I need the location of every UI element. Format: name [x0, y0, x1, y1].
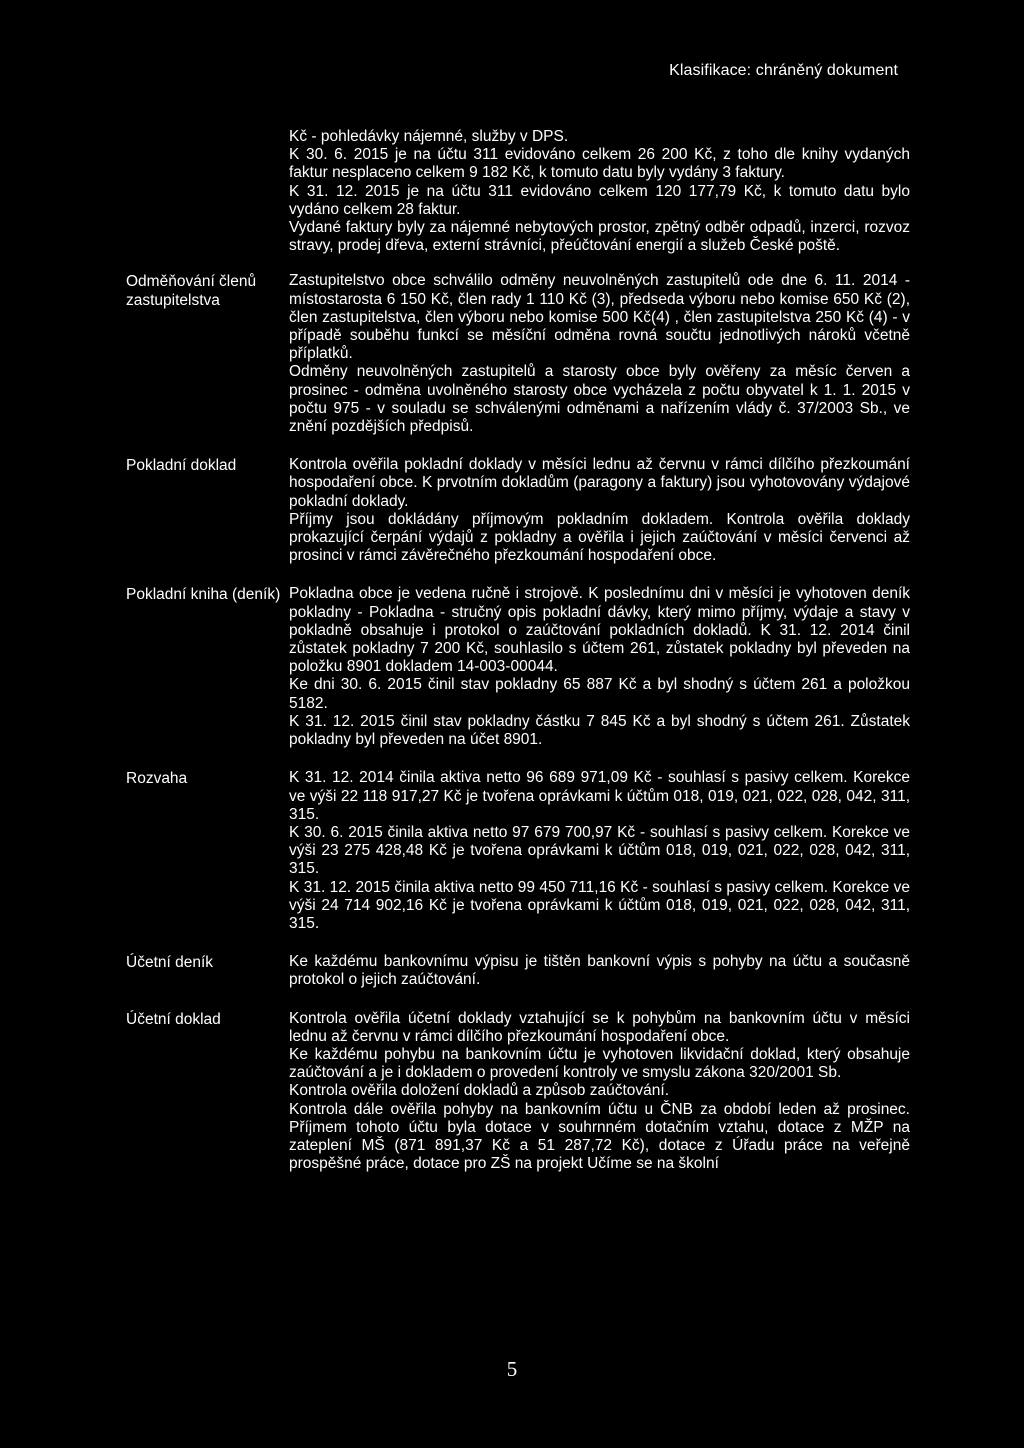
paragraph: Kontrola dále ověřila pohyby na bankovním účtu u ČNB za období leden až prosinec. Příjmem tohoto účtu byla dotace v souhrnném dotačním vztahu, dotace z MŽP na zateplení MŠ (871 891,37 Kč a 51 287,72 Kč), dotace z Úřadu práce na veřejně prospěšné práce, dotace pro ZŠ na projekt Učíme se na školní [289, 1100, 910, 1173]
document-body [0, 128, 1024, 1193]
paragraph: Kontrola ověřila doložení dokladů a způsob zaúčtování. [289, 1082, 669, 1100]
section-label: Účetní deník [126, 954, 214, 972]
section-text [289, 953, 910, 989]
paragraph: Vydané faktury byly za nájemné nebytových prostor, zpětný odběr odpadů, inzerci, rozvoz stravy, prodej dřeva, externí strávníci, přeúčtování energií a služeb České poště. [289, 219, 910, 255]
section-text [289, 585, 910, 749]
paragraph: K 31. 12. 2015 činil stav pokladny částku 7 845 Kč a byl shodný s účtem 261. Zůstatek pokladny byl převeden na účet 8901. [289, 712, 910, 749]
paragraph: Ke každému pohybu na bankovním účtu je vyhotoven likvidační doklad, který obsahuje zaúčtování a je i dokladem o provedení kontroly ve smyslu zákona 320/2001 Sb. [289, 1045, 910, 1082]
section-council-remuneration [0, 272, 1024, 436]
section-text [289, 272, 910, 436]
paragraph: Zastupitelstvo obce schválilo odměny neuvolněných zastupitelů ode dne 6. 11. 2014 - místostarosta 6 150 Kč, člen rady 1 110 Kč (3), předseda výboru nebo komise 650 Kč (2), člen zastupitelstva, člen výboru nebo komise 500 Kč(4) , člen zastupitelstva 250 Kč (4) - v případě souběhu funkcí se měsíční odměna rovná součtu jednotlivých nároků včetně příplatků. [289, 272, 910, 363]
section-text [289, 456, 910, 565]
section-accounting-journal [0, 953, 1024, 989]
section-label: Účetní doklad [126, 1010, 221, 1028]
section-text [289, 128, 910, 255]
section-balance-sheet [0, 769, 1024, 933]
paragraph: Kontrola ověřila účetní doklady vztahující se k pohybům na bankovním účtu v měsíci lednu až červnu v rámci dílčího přezkoumání hospodaření obce. [289, 1009, 910, 1045]
section-label [126, 128, 289, 255]
paragraph: K 30. 6. 2015 činila aktiva netto 97 679 700,97 Kč - souhlasí s pasivy celkem. Korekce ve výši 23 275 428,48 Kč je tvořena oprávkami k účtům 018, 019, 021, 022, 028, 042, 311, 315. [289, 823, 910, 878]
paragraph: K 31. 12. 2015 činila aktiva netto 99 450 711,16 Kč - souhlasí s pasivy celkem. Korekce ve výši 24 714 902,16 Kč je tvořena oprávkami k účtům 018, 019, 021, 022, 028, 042, 311, 315. [289, 878, 910, 932]
section-text [289, 1010, 910, 1174]
section-label: Pokladní kniha (deník) [126, 586, 281, 604]
section-accounting-document [0, 1010, 1024, 1174]
section-label: Rozvaha [126, 770, 188, 788]
paragraph: K 31. 12. 2014 činila aktiva netto 96 689 971,09 Kč - souhlasí s pasivy celkem. Korekce ve výši 22 118 917,27 Kč je tvořena oprávkami k účtům 018, 019, 021, 022, 028, 042, 311, 315. [289, 769, 910, 823]
section-label: Odměňování členů zastupitelstva [126, 273, 257, 310]
section-text [289, 769, 910, 933]
section-cash-book [0, 585, 1024, 749]
paragraph: Pokladna obce je vedena ručně i strojově. K poslednímu dni v měsíci je vyhotoven deník pokladny - Pokladna - stručný opis pokladní dávky, který mimo příjmy, výdaje a stavy v pokladně obsahuje i protokol o zaúčtování pokladních dokladů. K 31. 12. 2014 činil zůstatek pokladny 7 200 Kč, souhlasilo s účtem 261, zůstatek pokladny byl převeden na položku 8901 dokladem 14-003-00044. [289, 585, 910, 676]
paragraph: Kontrola ověřila pokladní doklady v měsíci lednu až červnu v rámci dílčího přezkoumání hospodaření obce. K prvotním dokladům (paragony a faktury) jsou vyhotovovány výdajové pokladní doklady. [289, 456, 910, 510]
classification-label: Klasifikace: chráněný dokument [669, 62, 898, 79]
paragraph: K 31. 12. 2015 je na účtu 311 evidováno celkem 120 177,79 Kč, k tomuto datu bylo vydáno celkem 28 faktur. [289, 182, 910, 218]
paragraph: Odměny neuvolněných zastupitelů a starosty obce byly ověřeny za měsíc červen a prosinec - odměna uvolněného starosty obce vycházela z počtu obyvatel k 1. 1. 2015 v počtu 975 - v souladu se schválenými odměnami a nařízením vlády č. 37/2003 Sb., ve znění pozdějších předpisů. [289, 363, 910, 436]
section-receivables [0, 128, 1024, 255]
paragraph: Kč - pohledávky nájemné, služby v DPS. [289, 128, 569, 145]
paragraph: Ke každému bankovnímu výpisu je tištěn bankovní výpis s pohyby na účtu a současně protokol o jejich zaúčtování. [289, 953, 910, 989]
section-label: Pokladní doklad [126, 457, 237, 475]
paragraph: K 30. 6. 2015 je na účtu 311 evidováno celkem 26 200 Kč, z toho dle knihy vydaných faktur nesplaceno celkem 9 182 Kč, k tomuto datu byly vydány 3 faktury. [289, 146, 910, 182]
paragraph: Ke dni 30. 6. 2015 činil stav pokladny 65 887 Kč a byl shodný s účtem 261 a položkou 5182. [289, 676, 910, 712]
section-cash-document [0, 456, 1024, 565]
page-number: 5 [506, 1357, 518, 1381]
paragraph: Příjmy jsou dokládány příjmovým pokladním dokladem. Kontrola ověřila doklady prokazující čerpání výdajů z pokladny a ověřila i jejich zaúčtování v měsíci červenci až prosinci v rámci závěrečného přezkoumání hospodaření obce. [289, 510, 910, 565]
